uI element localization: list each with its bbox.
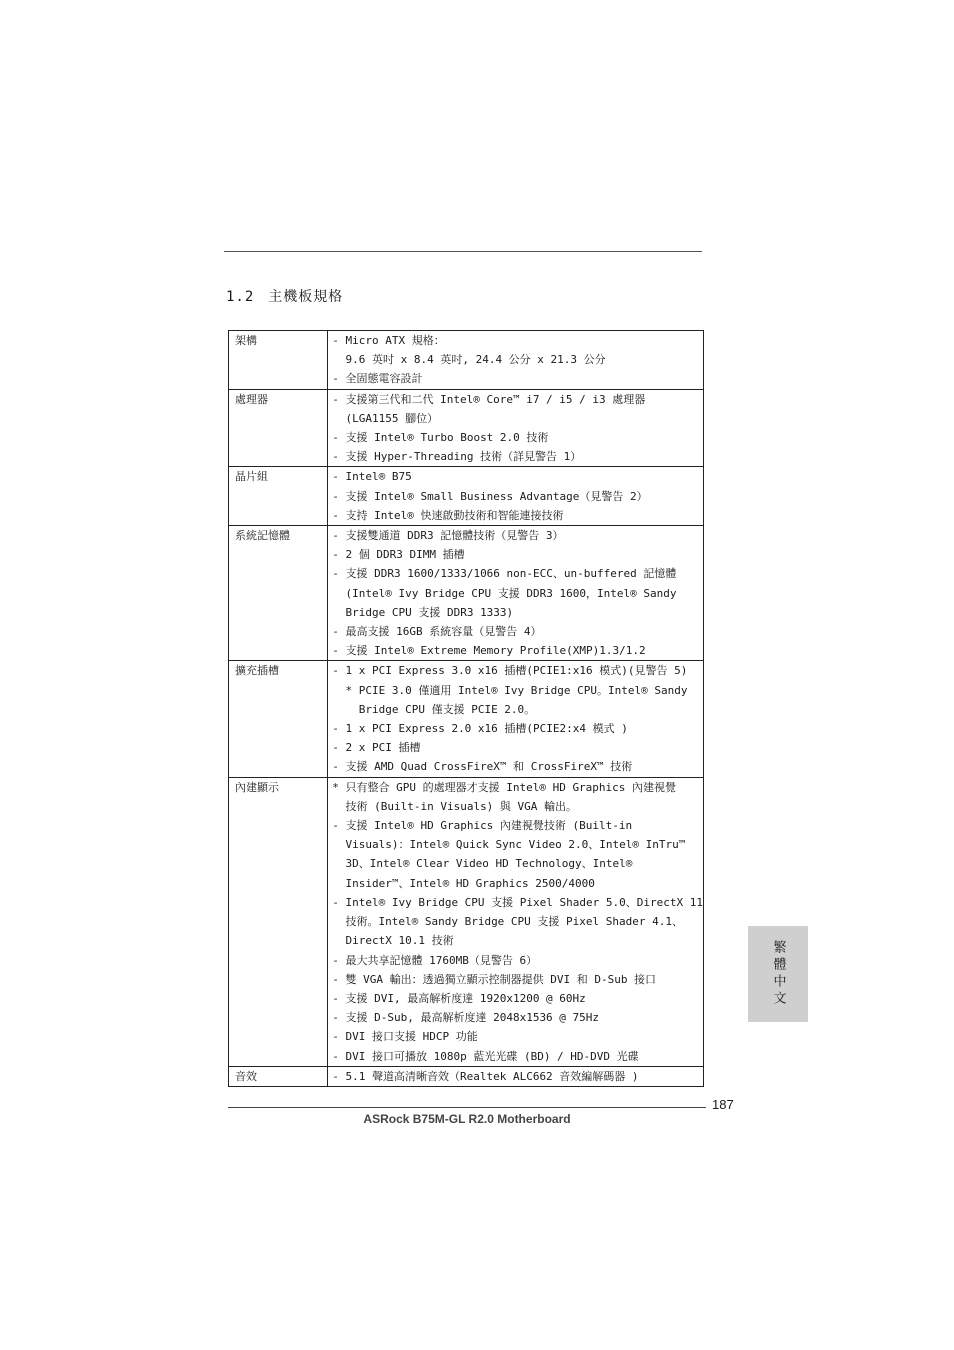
spec-label: 擴充插槽 [229, 661, 328, 777]
spec-line: - Intel® Ivy Bridge CPU 支援 Pixel Shader 5.0、DirectX 11 [332, 895, 703, 909]
spec-row [229, 389, 704, 467]
spec-line: - 支援 Intel® HD Graphics 內建視覺技術 (Built-in [332, 819, 633, 833]
spec-label: 音效 [229, 1066, 328, 1086]
spec-line: Bridge CPU 僅支援 PCIE 2.0。 [332, 702, 536, 716]
spec-line: * 只有整合 GPU 的處理器才支援 Intel® HD Graphics 內建視覺 [332, 780, 677, 794]
spec-line: - 2 x PCI 插槽 [332, 741, 421, 755]
spec-label: 處理器 [229, 389, 328, 467]
spec-line: - 最高支援 16GB 系統容量（見警告 4） [332, 625, 542, 639]
spec-line: - 支援 Intel® Turbo Boost 2.0 技術 [332, 431, 549, 445]
spec-items [328, 389, 704, 467]
spec-line: - 最大共享記憶體 1760MB（見警告 6） [332, 953, 538, 967]
spec-line: - 1 x PCI Express 2.0 x16 插槽(PCIE2:x4 模式 ) [332, 722, 628, 736]
spec-line: - 支援雙通道 DDR3 記憶體技術（見警告 3） [332, 529, 564, 543]
spec-line: - Micro ATX 規格： [332, 334, 445, 347]
spec-line: * PCIE 3.0 僅適用 Intel® Ivy Bridge CPU。Intel® Sandy [332, 683, 688, 697]
section-number: 1.2 [226, 289, 255, 305]
spec-items [328, 661, 704, 777]
spec-items [328, 467, 704, 526]
spec-line: - 全固態電容設計 [332, 372, 423, 386]
spec-items [328, 777, 704, 1066]
spec-items [328, 331, 704, 390]
spec-line: - 支援 D-Sub, 最高解析度達 2048x1536 @ 75Hz [332, 1011, 600, 1025]
spec-line: 技術。Intel® Sandy Bridge CPU 支援 Pixel Shader 4.1、 [332, 915, 684, 929]
spec-line: - 5.1 聲道高清晰音效（Realtek ALC662 音效編解碼器 ) [332, 1069, 639, 1083]
spec-label: 內建顯示 [229, 777, 328, 1066]
spec-label: 系統記憶體 [229, 526, 328, 661]
spec-line: (LGA1155 腳位） [332, 411, 439, 425]
spec-line: - DVI 接口支援 HDCP 功能 [332, 1030, 478, 1044]
spec-line: - 支援 Intel® Extreme Memory Profile(XMP)1.3/1.2 [332, 644, 646, 658]
spec-line: - 雙 VGA 輸出：透過獨立顯示控制器提供 DVI 和 D-Sub 接口 [332, 972, 657, 986]
spec-line: - 支援 AMD Quad CrossFireX™ 和 CrossFireX™ 技術 [332, 760, 633, 774]
spec-items [328, 526, 704, 661]
spec-row [229, 331, 704, 390]
spec-line: - 支援 Intel® Small Business Advantage（見警告 2） [332, 489, 648, 503]
spec-line: 技術 (Built-in Visuals) 與 VGA 輸出。 [332, 799, 578, 813]
spec-label: 晶片組 [229, 467, 328, 526]
spec-line: Insider™、Intel® HD Graphics 2500/4000 [332, 876, 595, 890]
spec-row [229, 661, 704, 777]
footer-model: ASRock B75M-GL R2.0 Motherboard [363, 1112, 571, 1126]
spec-line: - 1 x PCI Express 3.0 x16 插槽(PCIE1:x16 模式)(見警告 5) [332, 664, 688, 678]
spec-line: - 支援 DDR3 1600/1333/1066 non-ECC、un-buffered 記憶體 [332, 567, 677, 581]
language-tab-label: 繁體中文 [770, 940, 786, 1008]
spec-label: 架構 [229, 331, 328, 390]
spec-row [229, 777, 704, 1066]
section-title: 主機板規格 [268, 289, 344, 305]
spec-items [328, 1066, 704, 1086]
top-rule [224, 251, 702, 252]
section-heading [226, 286, 343, 306]
page-number: 187 [712, 1097, 734, 1112]
language-tab [748, 926, 808, 1022]
spec-line: - DVI 接口可播放 1080p 藍光光碟 (BD) / HD-DVD 光碟 [332, 1049, 639, 1063]
spec-line: - 支援 DVI, 最高解析度達 1920x1200 @ 60Hz [332, 991, 586, 1005]
spec-line: (Intel® Ivy Bridge CPU 支援 DDR3 1600，Intel® Sandy [332, 586, 677, 600]
spec-line: - 2 個 DDR3 DIMM 插槽 [332, 548, 465, 562]
spec-row [229, 467, 704, 526]
spec-line: DirectX 10.1 技術 [332, 934, 454, 948]
spec-line: Bridge CPU 支援 DDR3 1333) [332, 605, 514, 619]
spec-line: 3D、Intel® Clear Video HD Technology、Intel® [332, 857, 633, 871]
spec-line: - 支援 Hyper-Threading 技術（詳見警告 1） [332, 450, 582, 464]
spec-row [229, 1066, 704, 1086]
spec-line: 9.6 英吋 x 8.4 英吋, 24.4 公分 x 21.3 公分 [332, 353, 606, 367]
spec-line: - Intel® B75 [332, 470, 412, 484]
spec-line: - 支援第三代和二代 Intel® Core™ i7 / i5 / i3 處理器 [332, 392, 646, 406]
spec-line: Visuals)：Intel® Quick Sync Video 2.0、Intel® InTru™ [332, 838, 686, 852]
spec-line: - 支持 Intel® 快速啟動技術和智能連接技術 [332, 508, 564, 522]
spec-table [228, 330, 704, 1087]
bottom-rule [228, 1107, 706, 1108]
spec-row [229, 526, 704, 661]
